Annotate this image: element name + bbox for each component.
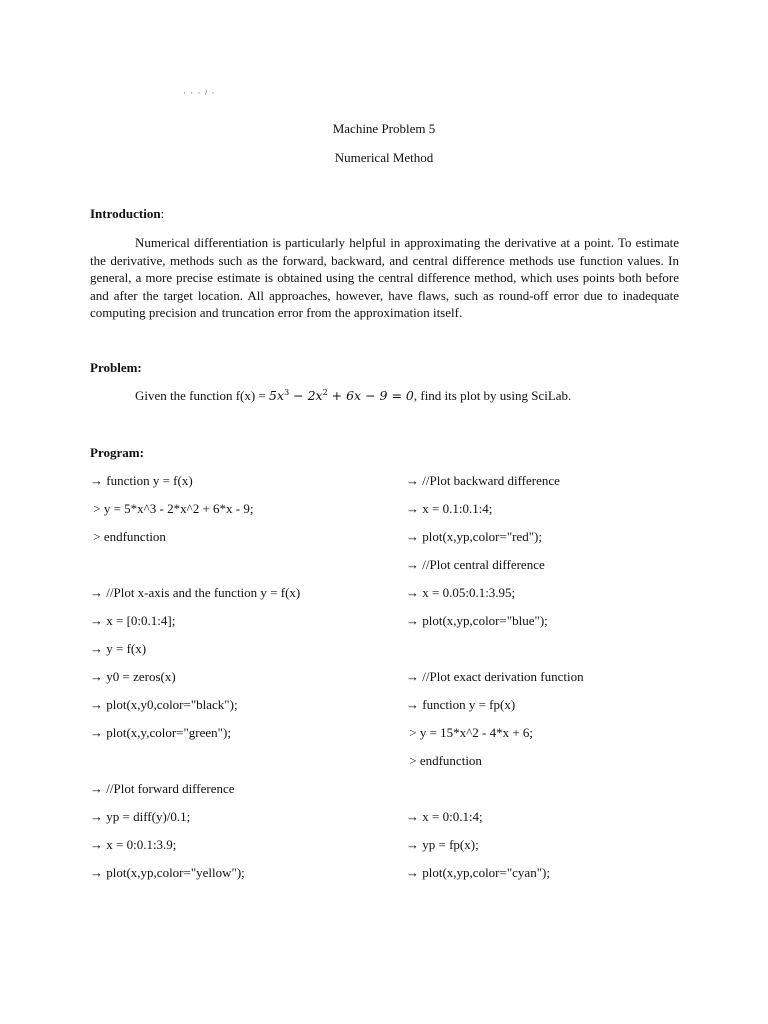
code-line: → plot(x,yp,color="blue");: [406, 613, 548, 628]
code-line: → //Plot exact derivation function: [406, 669, 584, 684]
code-line: → x = 0.1:0.1:4;: [406, 501, 493, 516]
introduction-heading-colon: :: [160, 206, 165, 221]
introduction-heading: [90, 206, 164, 222]
document-title: Machine Problem 5: [332, 121, 436, 136]
code-line: > y = 5*x^3 - 2*x^2 + 6*x - 9;: [90, 501, 254, 516]
code-line: → y = f(x): [90, 641, 147, 656]
introduction-heading-text: Introduction: [90, 206, 161, 221]
document-subtitle: Numerical Method: [334, 150, 434, 165]
code-line: → x = [0:0.1:4];: [90, 613, 176, 628]
code-line: → function y = f(x): [90, 473, 193, 488]
program-heading: Program:: [90, 445, 144, 460]
code-line: → plot(x,yp,color="cyan");: [406, 865, 550, 880]
code-line: → yp = fp(x);: [406, 837, 479, 852]
code-line: → y0 = zeros(x): [90, 669, 176, 684]
page-top-artifact: · · · / ·: [183, 88, 216, 95]
code-line: → x = 0.05:0.1:3.95;: [406, 585, 516, 600]
problem-text-before: Given the function f(x) =: [135, 388, 270, 404]
code-line: → //Plot central difference: [406, 557, 545, 572]
problem-statement: [135, 388, 571, 404]
code-line: → plot(x,y,color="green");: [90, 725, 231, 740]
code-line: → function y = fp(x): [406, 697, 516, 712]
code-line: > endfunction: [406, 753, 482, 768]
code-line: > y = 15*x^2 - 4*x + 6;: [406, 725, 534, 740]
code-line: → //Plot backward difference: [406, 473, 560, 488]
code-line: → //Plot forward difference: [90, 781, 235, 796]
problem-heading: Problem:: [90, 360, 142, 375]
problem-equation: $5x^3 - 2x^2 + 6x - 9 = 0$: [269, 388, 414, 404]
code-line: → //Plot x-axis and the function y = f(x): [90, 585, 301, 600]
code-line: → x = 0:0.1:3.9;: [90, 837, 177, 852]
code-line: > endfunction: [90, 529, 166, 544]
code-line: → plot(x,yp,color="red");: [406, 529, 542, 544]
problem-text-after: , find its plot by using SciLab.: [413, 388, 572, 404]
code-line: → plot(x,y0,color="black");: [90, 697, 238, 712]
code-line: → x = 0:0.1:4;: [406, 809, 483, 824]
code-line: → plot(x,yp,color="yellow");: [90, 865, 245, 880]
introduction-paragraph: Numerical differentiation is particularly helpful in approximating the derivative at a point. To estimate the derivative, methods such as the forward, backward, and central difference methods use function values. In general, a more precise estimate is obtained using the central difference method, which uses points both before and after the target location. All approaches, however, have flaws, such as round-off error due to inadequate computing precision and truncation error from the approximation itself.: [90, 235, 679, 321]
code-line: → yp = diff(y)/0.1;: [90, 809, 191, 824]
